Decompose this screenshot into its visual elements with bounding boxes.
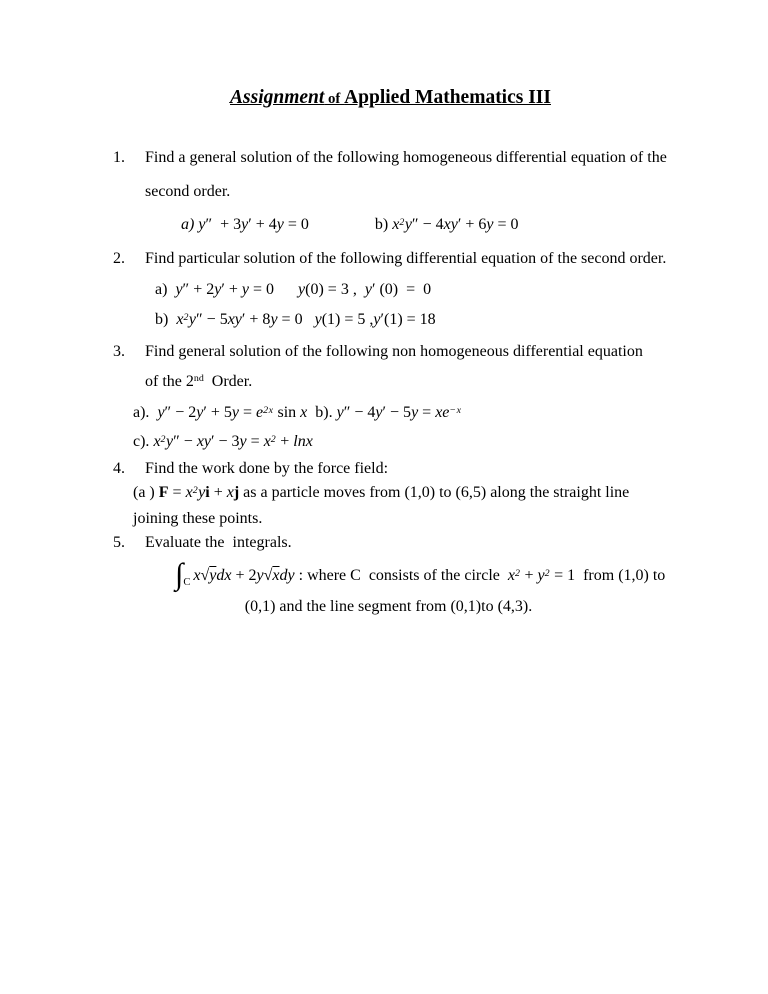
question-5-closing-text: (0,1) and the line segment from (0,1)to (4,3). [244,598,533,615]
equation-1b: b) $x^2y'' - 4xy' + 6y = 0$ [374,216,519,233]
question-4-body [133,457,668,531]
question-3-text: Find general solution of the following non homogeneous differential equation of the 2nd Order. [145,343,647,390]
question-2-text: Find particular solution of the following differential equation of the second order. [145,250,667,267]
question-5-body [145,531,668,619]
question-5 [113,531,668,619]
question-2 [113,243,668,337]
question-4-number: 4. [113,460,125,477]
question-1 [113,141,671,243]
equation-2a: a) y″ + 2y′ + y = 0 y(0) = 3 , y′ (0) = 0 [155,281,432,298]
question-3-body [133,337,668,457]
question-5-number: 5. [113,534,125,551]
equation-2b: b) $x^2y'' - 5xy' + 8y = 0$ y(1) = 5 ,y′(1) = 18 [155,311,436,328]
question-2-body [145,243,668,337]
question-1-body [145,141,671,243]
equation-5-integral: $\int_C$ x√ydx + 2y√xdy : where C consists of the circle $x^2 + y^2 = 1$ from (1,0) to [175,556,666,591]
question-1-number: 1. [113,149,125,166]
equation-4a: (a ) $F = x^2yi$ + xj as a particle moves from (1,0) to (6,5) along the straight line joining these points. [133,484,634,527]
question-2-number: 2. [113,250,125,267]
question-4 [113,457,668,531]
page-title: Assignment of Applied Mathematics III [230,87,551,108]
equation-1a: a) y″ + 3y′ + 4y = 0 [181,216,309,233]
question-4-text: Find the work done by the force field: [145,460,389,477]
equation-3ab: a). $y'' - 2y' + 5y = e^{2x}$ sin x b). $y'' - 4y' - 5y = xe^{-x}$ [133,404,462,421]
question-1-text: Find a general solution of the following homogeneous differential equation of the second order. [145,149,671,200]
question-3-number: 3. [113,343,125,360]
question-3 [113,337,668,457]
equation-3c: c). $x^2y'' - xy' - 3y = x^2 + \ln x$ [133,433,313,450]
question-5-text: Evaluate the integrals. [145,534,292,551]
question-1-equation-row [181,209,668,243]
